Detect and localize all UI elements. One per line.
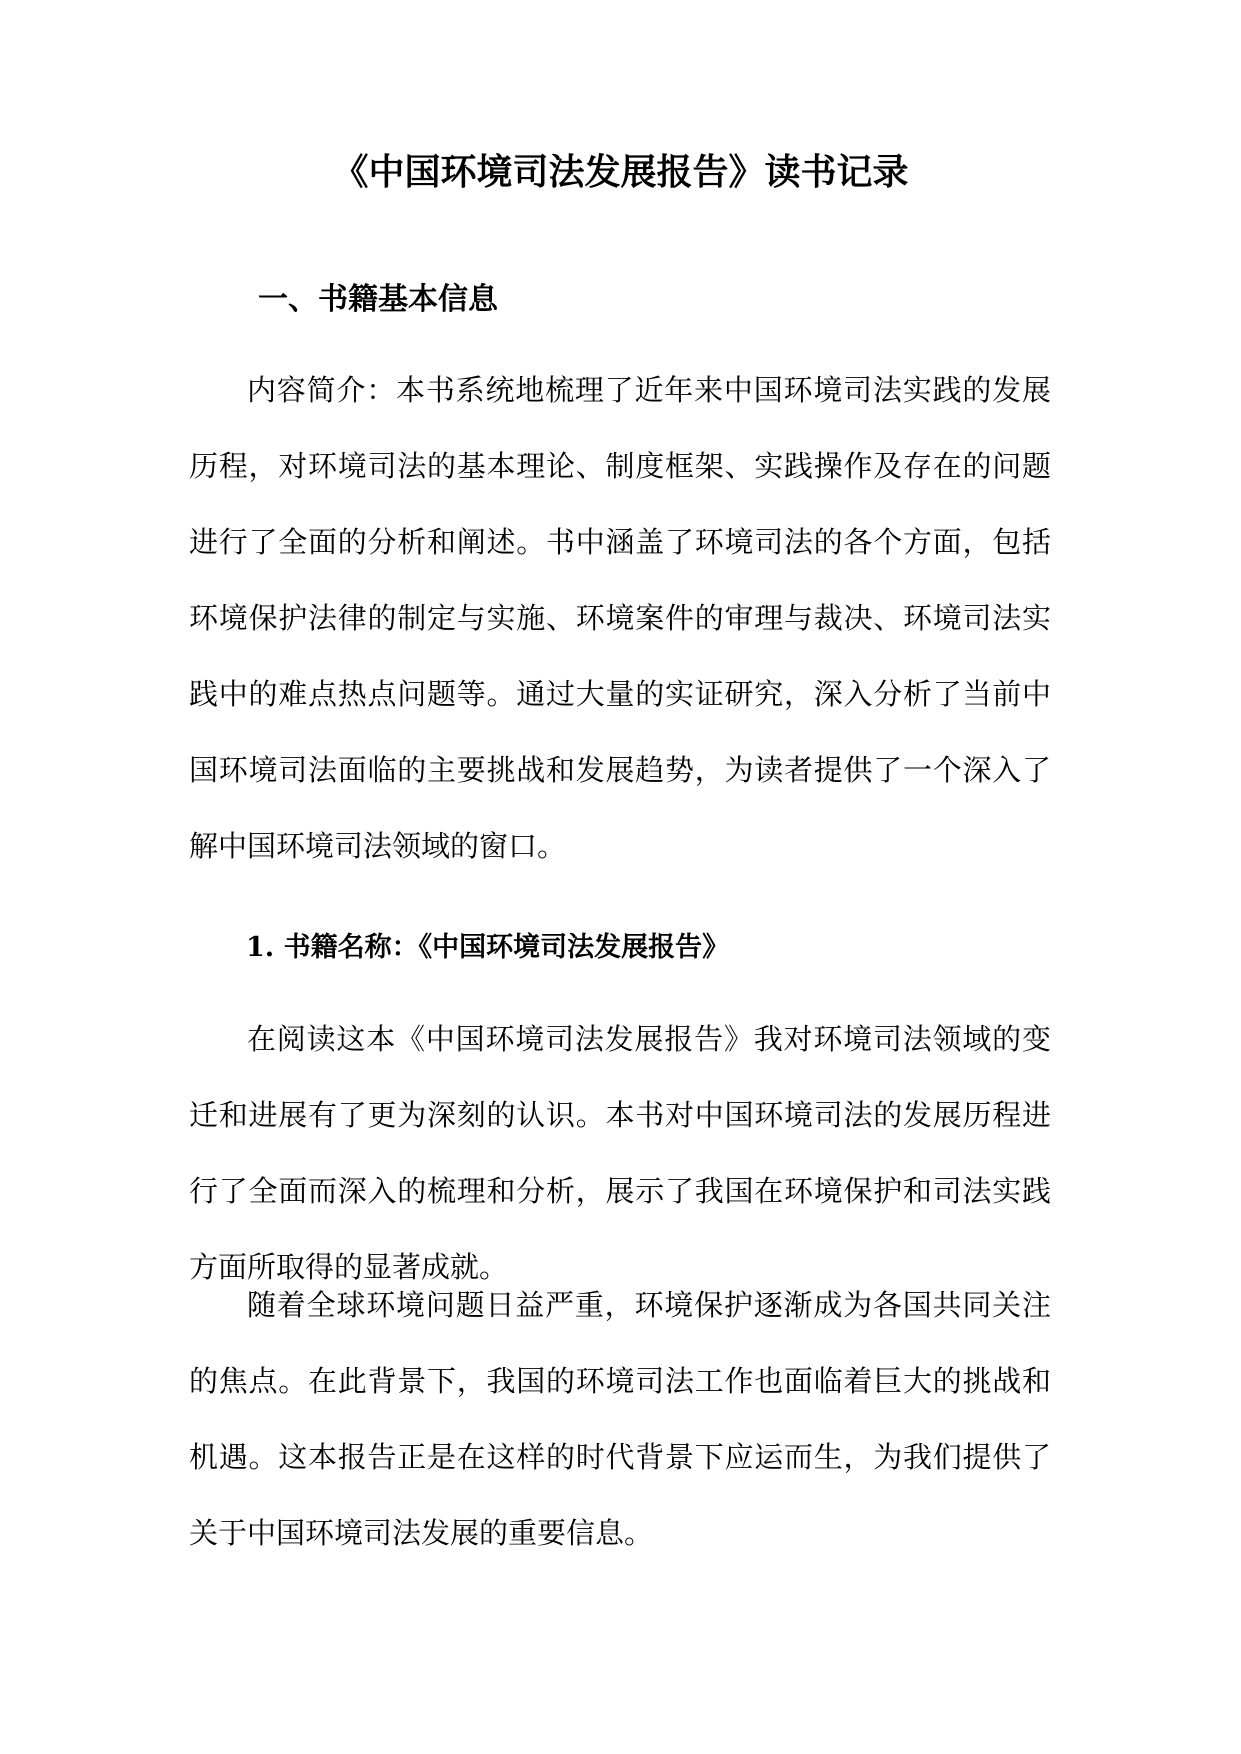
document-title: 《中国环境司法发展报告》读书记录 xyxy=(332,151,909,193)
intro-paragraph: 内容简介：本书系统地梳理了近年来中国环境司法实践的发展历程，对环境司法的基本理论、制度框架、实践操作及存在的问题进行了全面的分析和阐述。书中涵盖了环境司法的各个方面，包括环境保护法律的制定与实施、环境案件的审理与裁决、环境司法实践中的难点热点问题等。通过大量的实证研究，深入分析了当前中国环境司法面临的主要挑战和发展趋势，为读者提供了一个深入了解中国环境司法领域的窗口。 xyxy=(189,373,1051,863)
body-paragraph: 在阅读这本《中国环境司法发展报告》我对环境司法领域的变迁和进展有了更为深刻的认识。本书对中国环境司法的发展历程进行了全面而深入的梳理和分析，展示了我国在环境保护和司法实践方面所取得的显著成就。 xyxy=(189,1022,1051,1284)
section-heading-basic-info: 一、书籍基本信息 xyxy=(258,282,498,317)
subsection-heading-book-name: 1. 书籍名称：《中国环境司法发展报告》 xyxy=(246,932,730,963)
body-paragraph: 随着全球环境问题日益严重，环境保护逐渐成为各国共同关注的焦点。在此背景下，我国的环境司法工作也面临着巨大的挑战和机遇。这本报告正是在这样的时代背景下应运而生，为我们提供了关于中国环境司法发展的重要信息。 xyxy=(189,1288,1051,1550)
